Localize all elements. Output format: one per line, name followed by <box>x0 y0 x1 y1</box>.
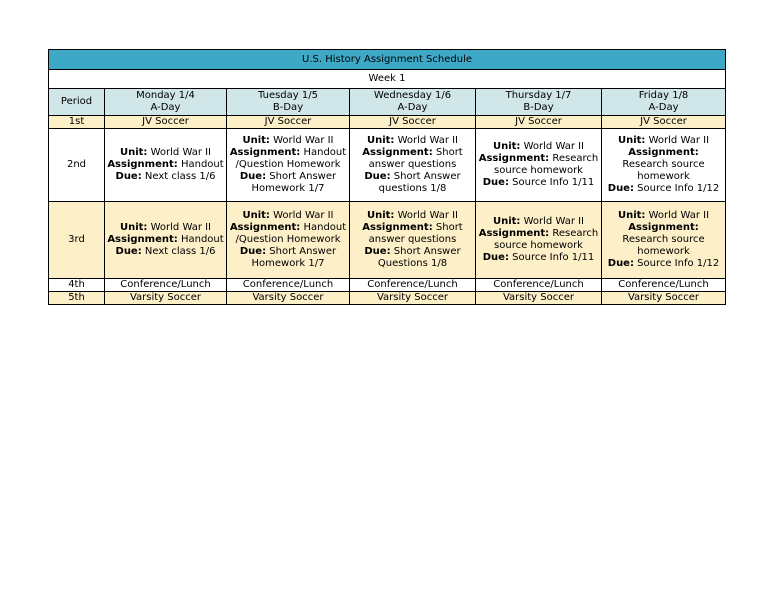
unit-value: World War II <box>523 216 585 227</box>
period-row-2nd <box>49 129 726 202</box>
assignment-cell <box>350 202 476 279</box>
assignment-value: Research source homework <box>494 153 599 176</box>
unit-label: Unit: <box>617 210 646 221</box>
due-label: Due: <box>115 171 142 182</box>
assignment-label: Assignment: <box>229 147 301 158</box>
unit-value: World War II <box>523 141 585 152</box>
activity-cell: Varsity Soccer <box>476 292 602 305</box>
due-value: Short Answer Questions 1/8 <box>377 246 461 269</box>
due-label: Due: <box>482 252 509 263</box>
due-value: Next class 1/6 <box>144 246 216 257</box>
activity-cell: Varsity Soccer <box>602 292 726 305</box>
assignment-cell <box>105 202 227 279</box>
unit-value: World War II <box>273 135 334 146</box>
assignment-cell <box>105 129 227 202</box>
period-label: 5th <box>49 292 105 305</box>
header-row <box>49 89 726 116</box>
unit-label: Unit: <box>119 222 148 233</box>
title-row <box>49 50 726 70</box>
unit-value: World War II <box>150 147 212 158</box>
day-type: B-Day <box>272 102 304 113</box>
due-value: Source Info 1/11 <box>512 252 595 263</box>
schedule-table <box>48 49 726 305</box>
period-label: 4th <box>49 279 105 292</box>
unit-label: Unit: <box>492 216 521 227</box>
schedule-title: U.S. History Assignment Schedule <box>49 50 726 70</box>
schedule-sheet <box>48 49 725 305</box>
assignment-cell <box>476 129 602 202</box>
period-row-1st <box>49 116 726 129</box>
period-header: Period <box>49 89 105 116</box>
unit-value: World War II <box>273 210 334 221</box>
activity-cell: JV Soccer <box>350 116 476 129</box>
due-label: Due: <box>364 171 391 182</box>
assignment-value: Handout <box>180 159 224 170</box>
due-value: Source Info 1/12 <box>637 258 720 269</box>
assignment-label: Assignment: <box>107 159 178 170</box>
assignment-cell <box>227 129 350 202</box>
day-date: Tuesday 1/5 <box>258 90 318 101</box>
period-label: 2nd <box>49 129 105 202</box>
day-date: Friday 1/8 <box>638 90 689 101</box>
unit-label: Unit: <box>119 147 148 158</box>
day-type: B-Day <box>523 102 554 113</box>
period-row-3rd <box>49 202 726 279</box>
assignment-cell <box>602 202 726 279</box>
due-value: Short Answer Homework 1/7 <box>251 171 337 194</box>
due-label: Due: <box>364 246 391 257</box>
activity-cell: Varsity Soccer <box>105 292 227 305</box>
due-value: Next class 1/6 <box>144 171 216 182</box>
assignment-cell <box>602 129 726 202</box>
due-value: Source Info 1/11 <box>512 177 595 188</box>
unit-label: Unit: <box>242 210 270 221</box>
due-value: Short Answer Homework 1/7 <box>251 246 337 269</box>
activity-cell: Conference/Lunch <box>227 279 350 292</box>
unit-value: World War II <box>397 135 459 146</box>
due-label: Due: <box>607 183 634 194</box>
assignment-label: Assignment: <box>478 153 550 164</box>
assignment-label: Assignment: <box>229 222 301 233</box>
period-label: 3rd <box>49 202 105 279</box>
assignment-value: Short answer questions <box>368 147 463 170</box>
activity-cell: Varsity Soccer <box>227 292 350 305</box>
unit-value: World War II <box>150 222 212 233</box>
activity-cell: JV Soccer <box>476 116 602 129</box>
day-header <box>476 89 602 116</box>
day-type: A-Day <box>150 102 181 113</box>
assignment-label: Assignment: <box>107 234 178 245</box>
assignment-value: Research source homework <box>494 228 599 251</box>
activity-cell: JV Soccer <box>105 116 227 129</box>
assignment-value: Handout /Question Homework <box>235 147 347 170</box>
assignment-value: Handout <box>180 234 224 245</box>
assignment-label: Assignment: <box>362 222 433 233</box>
unit-label: Unit: <box>492 141 521 152</box>
day-date: Wednesday 1/6 <box>373 90 452 101</box>
unit-label: Unit: <box>366 210 395 221</box>
period-label: 1st <box>49 116 105 129</box>
activity-cell: Varsity Soccer <box>350 292 476 305</box>
day-date: Thursday 1/7 <box>505 90 572 101</box>
activity-cell: Conference/Lunch <box>350 279 476 292</box>
activity-cell: JV Soccer <box>227 116 350 129</box>
assignment-value: Research source homework <box>622 159 705 182</box>
due-label: Due: <box>482 177 509 188</box>
week-row <box>49 70 726 89</box>
due-label: Due: <box>607 258 634 269</box>
assignment-cell <box>227 202 350 279</box>
period-row-4th <box>49 279 726 292</box>
due-label: Due: <box>239 246 267 257</box>
assignment-value: Handout /Question Homework <box>235 222 347 245</box>
day-header <box>105 89 227 116</box>
day-header <box>227 89 350 116</box>
day-header <box>602 89 726 116</box>
activity-cell: Conference/Lunch <box>105 279 227 292</box>
assignment-label: Assignment: <box>628 222 699 233</box>
activity-cell: Conference/Lunch <box>476 279 602 292</box>
period-row-5th <box>49 292 726 305</box>
assignment-cell <box>350 129 476 202</box>
unit-value: World War II <box>648 135 710 146</box>
activity-cell: JV Soccer <box>602 116 726 129</box>
due-value: Source Info 1/12 <box>637 183 720 194</box>
unit-label: Unit: <box>366 135 395 146</box>
due-label: Due: <box>115 246 142 257</box>
activity-cell: Conference/Lunch <box>602 279 726 292</box>
day-header <box>350 89 476 116</box>
day-date: Monday 1/4 <box>136 90 195 101</box>
assignment-value: Short answer questions <box>368 222 463 245</box>
unit-label: Unit: <box>242 135 270 146</box>
assignment-label: Assignment: <box>362 147 433 158</box>
assignment-label: Assignment: <box>478 228 550 239</box>
unit-value: World War II <box>397 210 459 221</box>
assignment-value: Research source homework <box>622 234 705 257</box>
due-value: Short Answer questions 1/8 <box>378 171 461 194</box>
day-type: A-Day <box>397 102 428 113</box>
unit-value: World War II <box>648 210 710 221</box>
due-label: Due: <box>239 171 267 182</box>
day-type: A-Day <box>648 102 679 113</box>
assignment-cell <box>476 202 602 279</box>
assignment-label: Assignment: <box>628 147 699 158</box>
week-label: Week 1 <box>49 70 726 89</box>
unit-label: Unit: <box>617 135 646 146</box>
